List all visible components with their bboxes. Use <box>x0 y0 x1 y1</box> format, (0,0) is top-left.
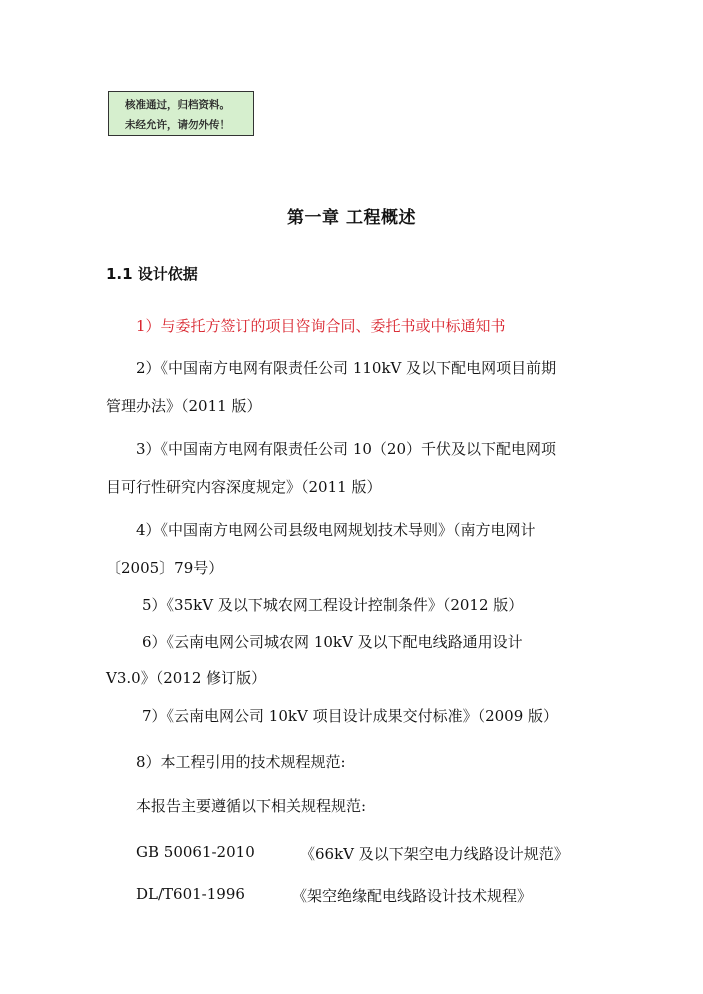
basis-item-8: 8）本工程引用的技术规程规范: <box>136 753 346 771</box>
basis-item-6-line-2: V3.0》（2012 修订版） <box>106 669 267 687</box>
standard-name: 《架空绝缘配电线路设计技术规程》 <box>292 887 533 905</box>
standards-intro: 本报告主要遵循以下相关规程规范: <box>136 797 367 815</box>
basis-item-1: 1）与委托方签订的项目咨询合同、委托书或中标通知书 <box>136 317 506 335</box>
standard-code: DL/T601-1996 <box>136 885 245 903</box>
basis-item-2-line-1: 2）《中国南方电网有限责任公司 110kV 及以下配电网项目前期 <box>136 359 557 377</box>
basis-item-3-line-2: 目可行性研究内容深度规定》（2011 版） <box>106 478 382 496</box>
archive-stamp <box>108 91 254 136</box>
chapter-title: 第一章 工程概述 <box>287 208 416 228</box>
stamp-line-2: 未经允许，请勿外传！ <box>125 119 230 131</box>
basis-item-4-line-1: 4）《中国南方电网公司县级电网规划技术导则》（南方电网计 <box>136 521 536 539</box>
basis-item-3-line-1: 3）《中国南方电网有限责任公司 10（20）千伏及以下配电网项 <box>136 440 556 458</box>
basis-item-2-line-2: 管理办法》（2011 版） <box>106 397 262 415</box>
standard-name: 《66kV 及以下架空电力线路设计规范》 <box>300 845 569 863</box>
basis-item-6-line-1: 6）《云南电网公司城农网 10kV 及以下配电线路通用设计 <box>142 633 523 651</box>
basis-item-5: 5）《35kV 及以下城农网工程设计控制条件》（2012 版） <box>142 596 524 614</box>
section-title: 1.1 设计依据 <box>106 265 198 283</box>
standard-code: GB 50061-2010 <box>136 843 255 861</box>
basis-item-7: 7）《云南电网公司 10kV 项目设计成果交付标准》（2009 版） <box>142 707 559 725</box>
stamp-line-1: 核准通过，归档资料。 <box>125 99 230 111</box>
basis-item-4-line-2: 〔2005〕79号） <box>106 559 224 577</box>
